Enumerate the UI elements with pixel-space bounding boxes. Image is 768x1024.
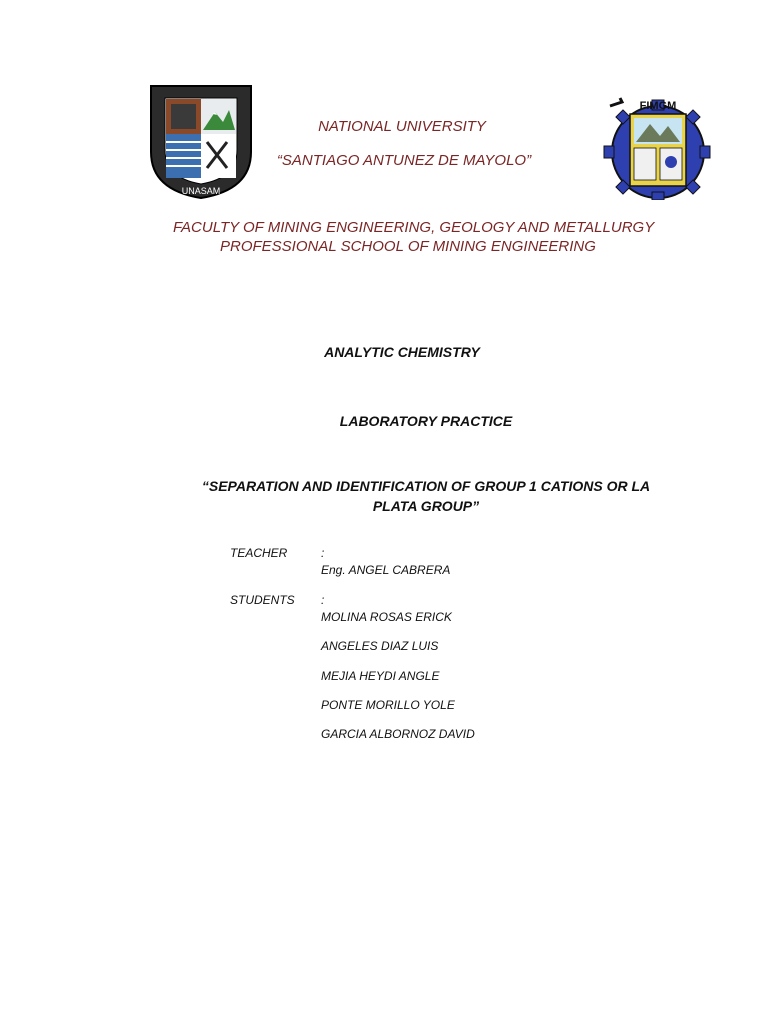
university-name-line2: “SANTIAGO ANTUNEZ DE MAYOLO” bbox=[276, 152, 532, 169]
teacher-label: TEACHER bbox=[230, 546, 288, 560]
school-name: PROFESSIONAL SCHOOL OF MINING ENGINEERING bbox=[220, 238, 596, 255]
students-label: STUDENTS bbox=[230, 593, 295, 607]
report-title-line2: PLATA GROUP” bbox=[372, 498, 480, 514]
practice-title: LABORATORY PRACTICE bbox=[339, 413, 513, 429]
unasam-logo bbox=[147, 82, 255, 200]
teacher-name: Eng. ANGEL CABRERA bbox=[321, 563, 451, 577]
report-title-line1: “SEPARATION AND IDENTIFICATION OF GROUP 1 CATIONS OR LA bbox=[201, 478, 651, 494]
university-name-line1: NATIONAL UNIVERSITY bbox=[318, 118, 486, 135]
students-colon: : bbox=[321, 593, 325, 607]
student-name: MOLINA ROSAS ERICK bbox=[321, 610, 452, 624]
student-name: PONTE MORILLO YOLE bbox=[321, 698, 455, 712]
svg-text:FIMGM: FIMGM bbox=[639, 100, 677, 112]
student-name: MEJIA HEYDI ANGLE bbox=[321, 669, 440, 683]
teacher-colon: : bbox=[321, 546, 325, 560]
fimgm-logo bbox=[602, 96, 712, 200]
svg-text:UNASAM: UNASAM bbox=[181, 186, 221, 196]
faculty-name: FACULTY OF MINING ENGINEERING, GEOLOGY AND METALLURGY bbox=[173, 219, 655, 236]
student-name: GARCIA ALBORNOZ DAVID bbox=[321, 727, 475, 741]
subject-title: ANALYTIC CHEMISTRY bbox=[324, 344, 480, 360]
student-name: ANGELES DIAZ LUIS bbox=[321, 639, 439, 653]
report-title bbox=[166, 476, 686, 516]
